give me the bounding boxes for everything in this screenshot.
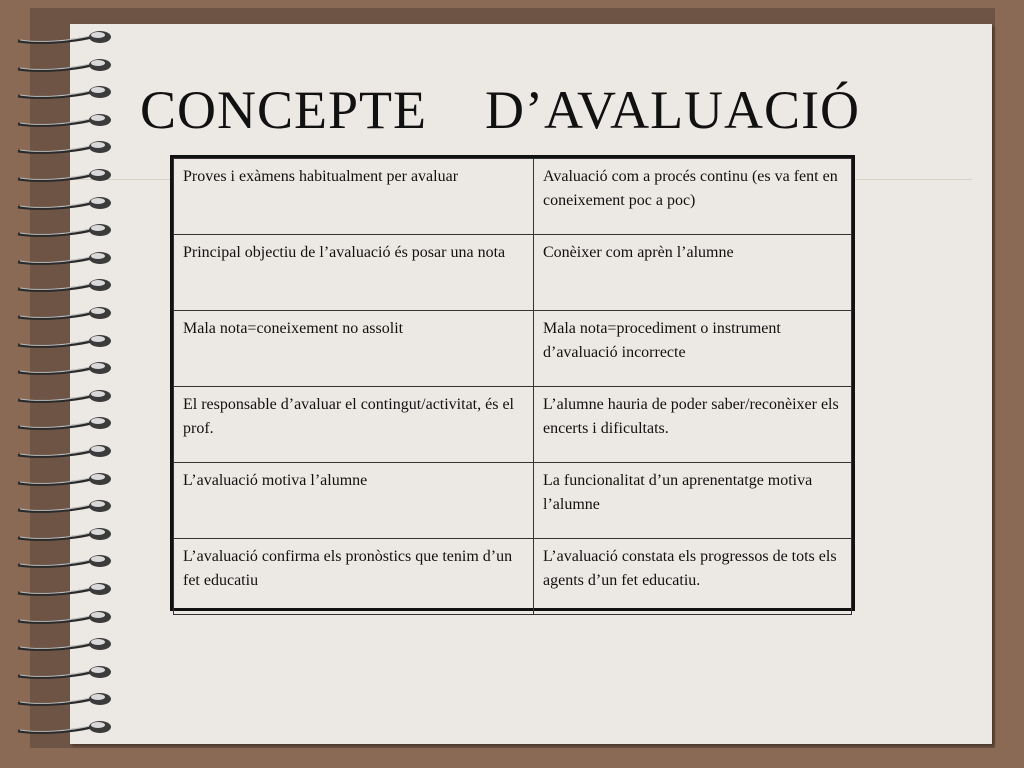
table-cell: L’alumne hauria de poder saber/reconèixer els encerts i dificultats. — [534, 387, 852, 463]
table-row — [174, 311, 852, 387]
spiral-ring-icon — [10, 608, 120, 628]
spiral-ring-icon — [10, 28, 120, 48]
spiral-ring-icon — [10, 194, 120, 214]
spiral-binding — [10, 28, 120, 748]
comparison-table-grid — [173, 158, 852, 615]
spiral-ring-icon — [10, 304, 120, 324]
spiral-ring-icon — [10, 718, 120, 738]
spiral-ring-icon — [10, 497, 120, 517]
spiral-ring-icon — [10, 56, 120, 76]
spiral-ring-icon — [10, 221, 120, 241]
spiral-ring-icon — [10, 552, 120, 572]
table-row — [174, 463, 852, 539]
spiral-ring-icon — [10, 414, 120, 434]
table-cell: L’avaluació confirma els pronòstics que tenim d’un fet educatiu — [174, 539, 534, 615]
spiral-ring-icon — [10, 83, 120, 103]
page-title: CONCEPTE D’AVALUACIÓ — [140, 80, 861, 140]
table-row — [174, 235, 852, 311]
spiral-ring-icon — [10, 387, 120, 407]
table-cell: Proves i exàmens habitualment per avaluar — [174, 159, 534, 235]
spiral-ring-icon — [10, 470, 120, 490]
spiral-ring-icon — [10, 111, 120, 131]
spiral-ring-icon — [10, 276, 120, 296]
spiral-ring-icon — [10, 249, 120, 269]
table-cell: L’avaluació motiva l’alumne — [174, 463, 534, 539]
spiral-ring-icon — [10, 359, 120, 379]
table-row — [174, 539, 852, 615]
table-cell: El responsable d’avaluar el contingut/activitat, és el prof. — [174, 387, 534, 463]
table-cell: L’avaluació constata els progressos de tots els agents d’un fet educatiu. — [534, 539, 852, 615]
table-cell: La funcionalitat d’un aprenentatge motiva l’alumne — [534, 463, 852, 539]
table-row — [174, 387, 852, 463]
spiral-ring-icon — [10, 663, 120, 683]
table-cell: Mala nota=coneixement no assolit — [174, 311, 534, 387]
spiral-ring-icon — [10, 525, 120, 545]
spiral-ring-icon — [10, 138, 120, 158]
table-cell: Mala nota=procediment o instrument d’avaluació incorrecte — [534, 311, 852, 387]
comparison-table — [170, 155, 855, 611]
spiral-ring-icon — [10, 635, 120, 655]
spiral-ring-icon — [10, 690, 120, 710]
table-cell: Avaluació com a procés continu (es va fent en coneixement poc a poc) — [534, 159, 852, 235]
spiral-ring-icon — [10, 166, 120, 186]
spiral-ring-icon — [10, 332, 120, 352]
spiral-ring-icon — [10, 442, 120, 462]
spiral-ring-icon — [10, 580, 120, 600]
table-row — [174, 159, 852, 235]
table-cell: Principal objectiu de l’avaluació és posar una nota — [174, 235, 534, 311]
table-cell: Conèixer com aprèn l’alumne — [534, 235, 852, 311]
